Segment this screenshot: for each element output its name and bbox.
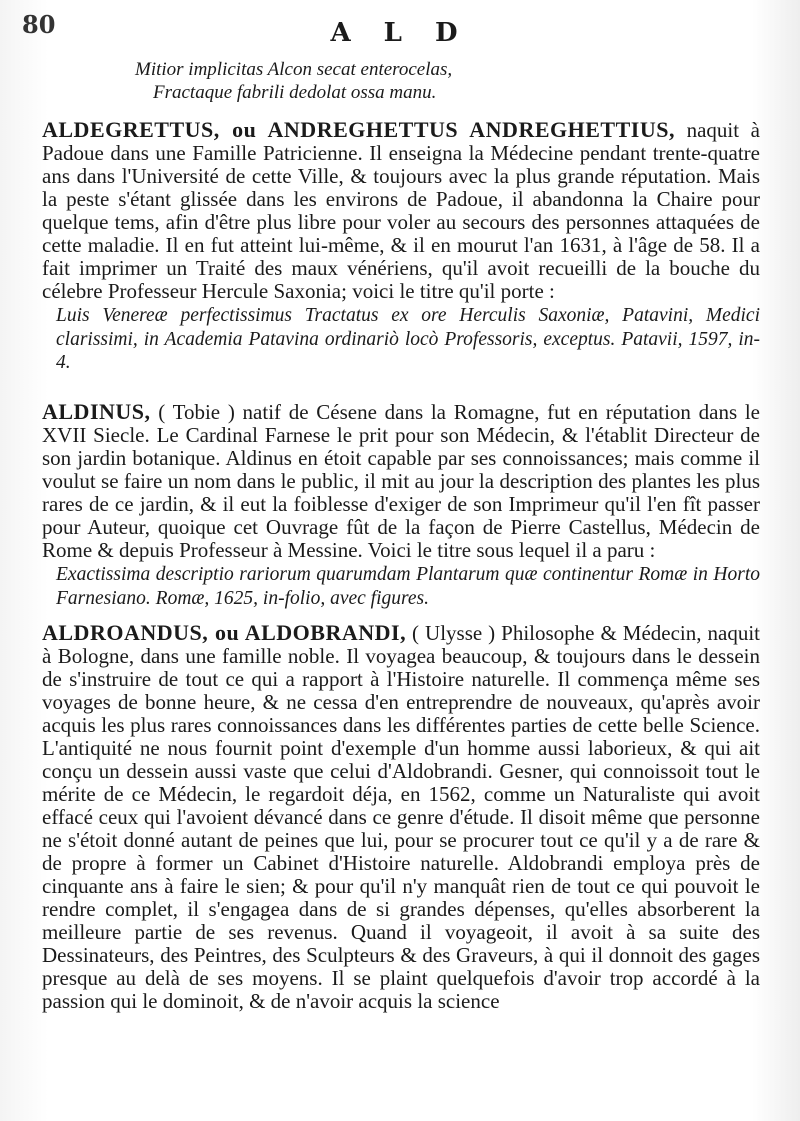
verse-line: Mitior implicitas Alcon secat enterocelas, bbox=[135, 59, 453, 80]
entry-aldinus bbox=[42, 400, 760, 610]
entry-text bbox=[42, 400, 760, 562]
entry-text bbox=[42, 118, 760, 303]
entry-aldegrettus bbox=[42, 118, 760, 375]
entry-book-title: Exactissima descriptio rariorum quarumdam Plantarum quæ continentur Romæ in Horto Farnesiano. Romæ, 1625, in-folio, avec figures. bbox=[56, 564, 760, 609]
entry-text bbox=[42, 621, 760, 1013]
running-head: A L D bbox=[330, 18, 470, 48]
entry-headword: ALDEGRETTUS, ou ANDREGHETTUS ANDREGHETTIUS, bbox=[42, 117, 675, 142]
entry-body: naquit à Padoue dans une Famille Patricienne. Il enseigna la Médecine pendant trente-quatre ans dans l'Université de cette Ville, & toujours avec la plus grande réputation. Mais la peste s'étant glissée dans les environs de Padoue, il abandonna la Chaire pour quelque tems, afin d'être plus libre pour voler au secours des personnes attaquées de cette maladie. Il en fut atteint lui-même, & il en mourut l'an 1631, à l'âge de 58. Il a fait imprimer un Traité des maux vénériens, qu'il avoit recueilli de la bouche du célebre Professeur Hercule Saxonia; voici le titre qu'il porte : bbox=[42, 118, 761, 303]
page-number: 80 bbox=[22, 10, 56, 39]
entry-aldroandus bbox=[42, 621, 760, 1013]
entry-body: ( Tobie ) natif de Césene dans la Romagne, fut en réputation dans le XVII Siecle. Le Cardinal Farnese le prit pour son Médecin, & l'établit Directeur de son jardin botanique. Aldinus en étoit capable par ses connoissances; mais comme il voulut se faire un nom dans le public, il mit au jour la description des plantes les plus rares de ce jardin, & il eut la foiblesse d'exiger de son Imprimeur qu'il l'en fît passer pour Auteur, quoique cet Ouvrage fût de la façon de Pierre Castellus, Médecin de Rome & depuis Professeur à Messine. Voici le titre sous lequel il a paru : bbox=[42, 400, 760, 562]
verse-quotation bbox=[135, 58, 655, 104]
entry-headword: ALDINUS, bbox=[42, 399, 151, 424]
entry-book-title: Luis Venereæ perfectissimus Tractatus ex ore Herculis Saxoniæ, Patavini, Medici clarissimi, in Academia Patavina ordinariò locò Professoris, exceptus. Patavii, 1597, in-4. bbox=[56, 305, 760, 373]
entry-body: ( Ulysse ) Philosophe & Médecin, naquit à Bologne, dans une famille noble. Il voyagea beaucoup, & toujours dans le dessein de s'instruire de tout ce qui a rapport à l'Histoire naturelle. Il commença même ses voyages de bonne heure, & ne cessa d'en entreprendre de nouveaux, qu'après avoir acquis les plus rares connoissances dans les différentes parties de cette belle Science. L'antiquité ne nous fournit point d'exemple d'un homme aussi laborieux, & qui ait conçu un dessein aussi vaste que celui d'Aldobrandi. Gesner, qui connoissoit tout le mérite de ce Médecin, le regardoit déja, en 1562, comme un Naturaliste qui avoit effacé ceux qui l'avoient dévancé dans ce genre d'étude. Il disoit même que personne ne s'étoit donné autant de peines que lui, pour se procurer tout ce qu'il y a de rare & de propre à former un Cabinet d'Histoire naturelle. Aldobrandi employa près de cinquante ans à faire le sien; & pour qu'il n'y manquât rien de tout ce qui pouvoit le rendre complet, il s'engagea dans de si grandes dépenses, qu'elles absorberent la meilleure partie de ses revenus. Quand il voyageoit, il avoit à sa suite des Dessinateurs, des Peintres, des Sculpteurs & des Graveurs, à qui il donnoit des gages presque au delà de ses moyens. Il se plaint quelquefois d'avoir trop accordé à la passion qui le dominoit, & de n'avoir acquis la science bbox=[42, 621, 760, 1013]
entry-headword: ALDROANDUS, ou ALDOBRANDI, bbox=[42, 620, 407, 645]
verse-line: Fractaque fabrili dedolat ossa manu. bbox=[153, 82, 437, 103]
